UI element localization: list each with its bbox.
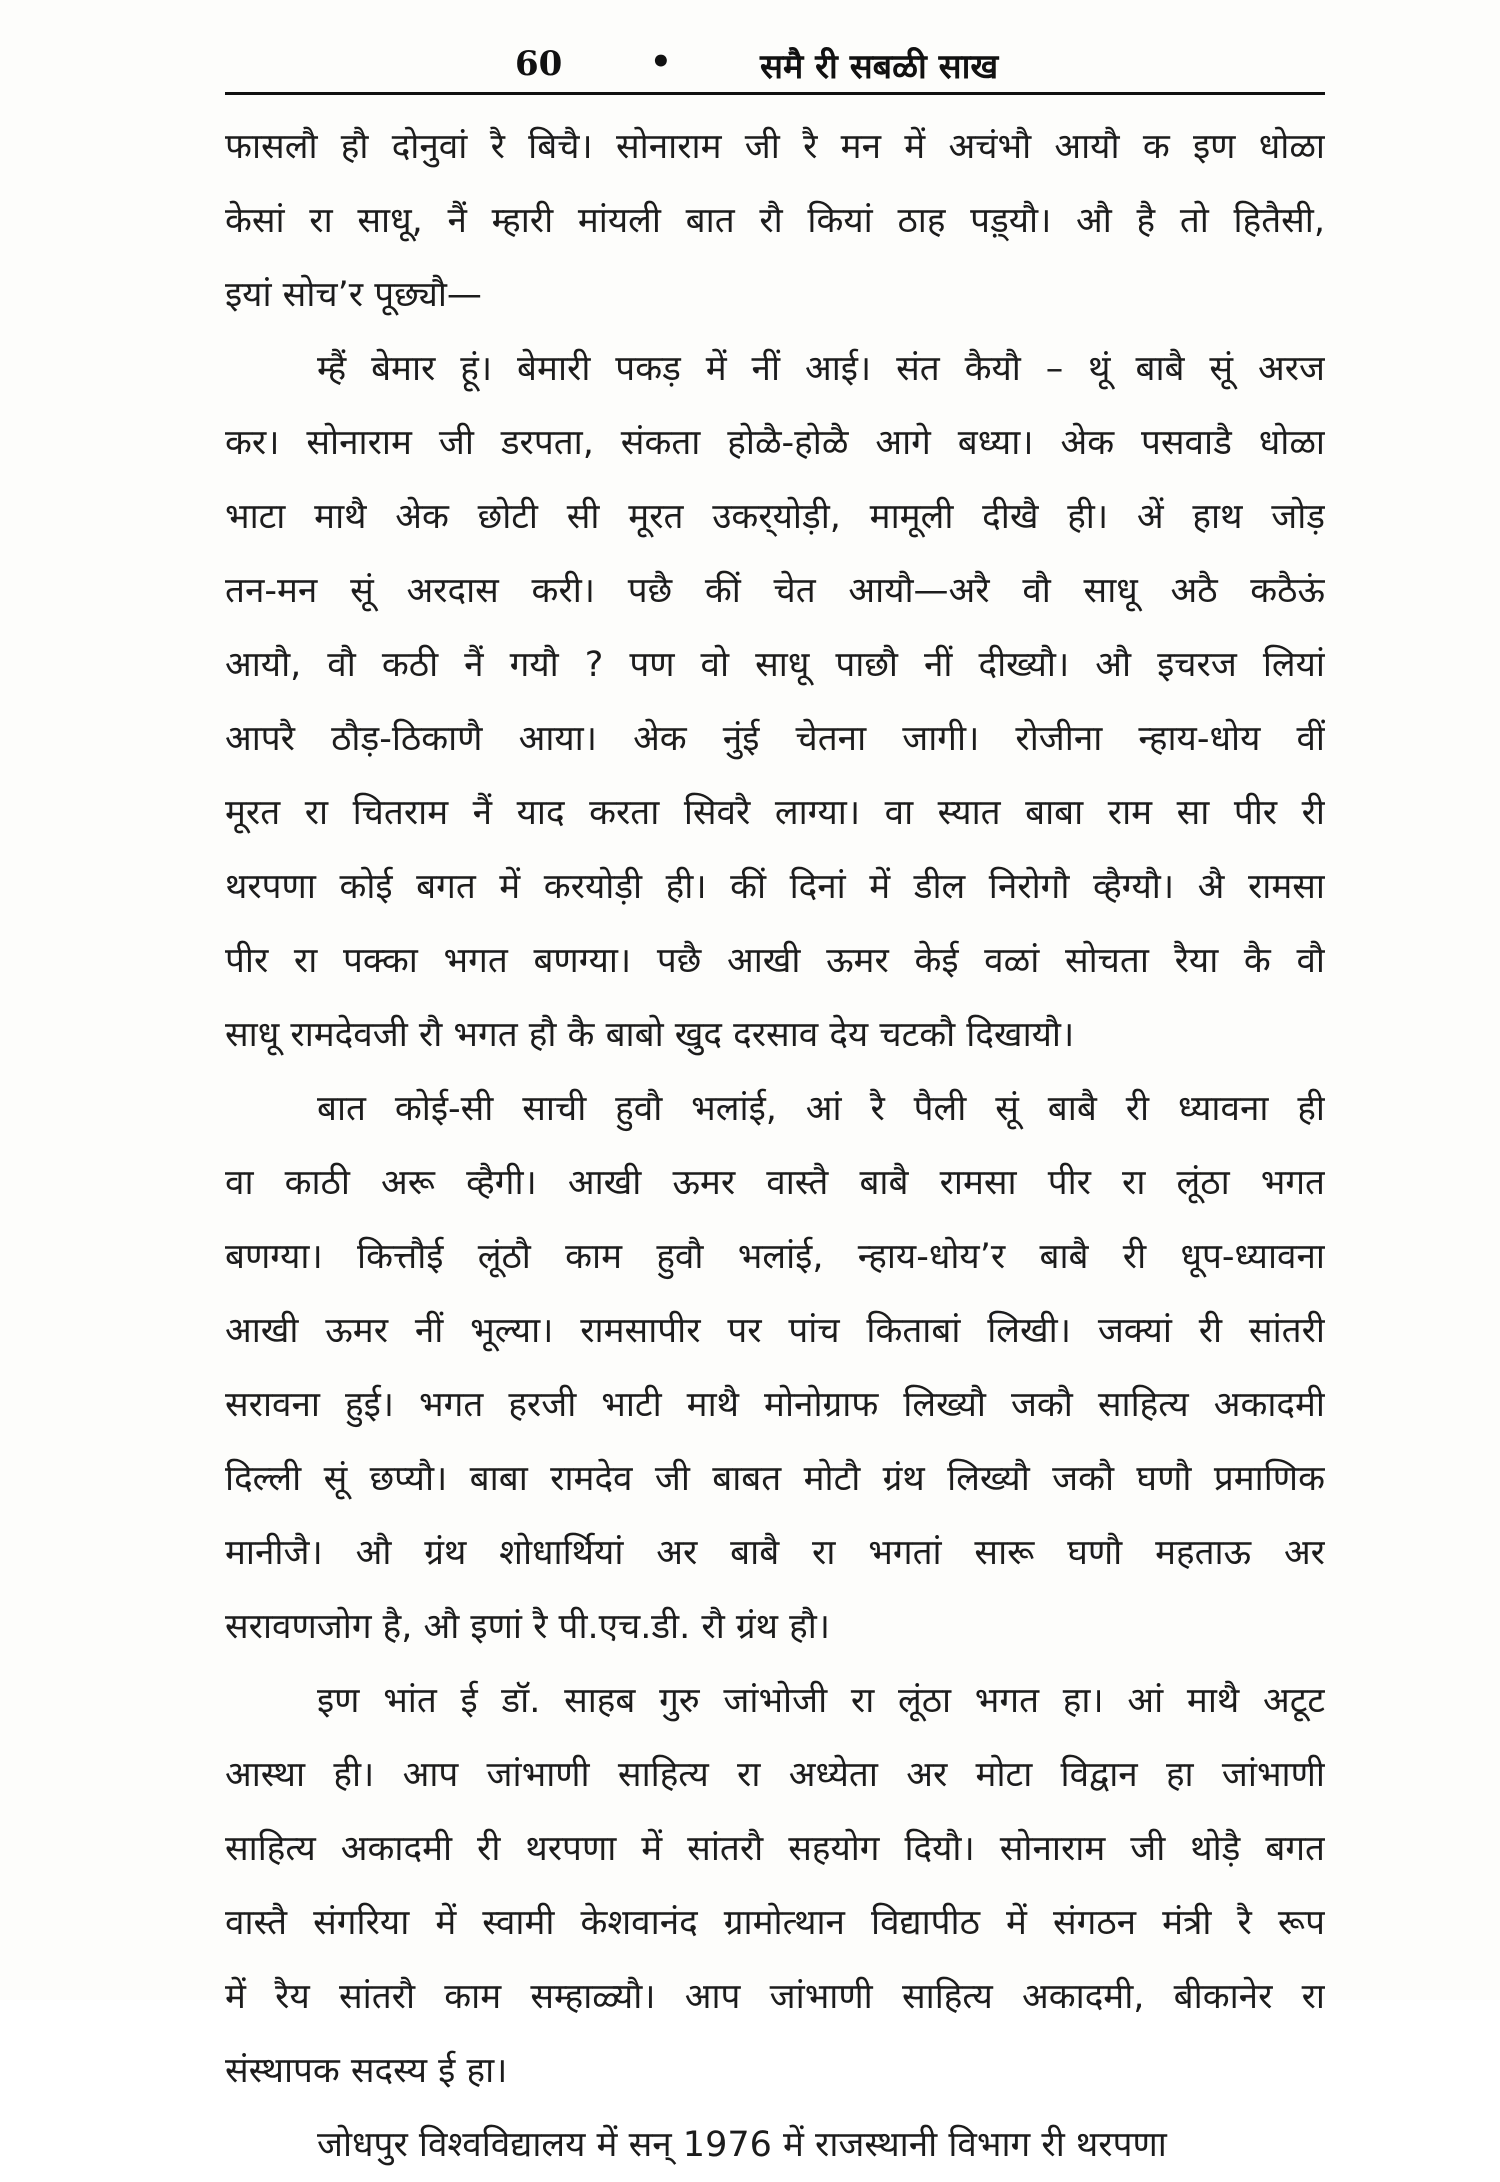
text-line: आयौ, वौ कठी नैं गयौ ? पण वो साधू पाछौ नीं दीख्यौ। औ इचरज लियां [225, 645, 1325, 685]
text-line: म्हैं बेमार हूं। बेमारी पकड़ में नीं आई। संत कैयौ – थूं बाबै सूं अरज [317, 349, 1325, 389]
text-line: वा काठी अरू व्हैगी। आखी ऊमर वास्तै बाबै रामसा पीर रा लूंठा भगत [225, 1163, 1325, 1203]
text-line: थरपणा कोई बगत में करयोड़ी ही। कीं दिनां में डील निरोगौ व्हैग्यौ। अै रामसा [225, 867, 1325, 907]
text-line: इण भांत ई डॉ. साहब गुरु जांभोजी रा लूंठा भगत हा। आं माथै अटूट [317, 1681, 1325, 1721]
page-header [0, 30, 1500, 90]
text-line: में रैय सांतरौ काम सम्हाळ्यौ। आप जांभाणी साहित्य अकादमी, बीकानेर रा [225, 1977, 1325, 2017]
text-line: भाटा माथै अेक छोटी सी मूरत उकर्‌योड़ी, मामूली दीखै ही। अें हाथ जोड़ [225, 497, 1325, 537]
text-line: सरावना हुई। भगत हरजी भाटी माथै मोनोग्राफ लिख्यौ जकौ साहित्य अकादमी [225, 1385, 1325, 1425]
text-line: कर। सोनाराम जी डरपता, संकता होळै-होळै आगे बध्या। अेक पसवाडै धोळा [225, 423, 1325, 463]
text-line: आखी ऊमर नीं भूल्या। रामसापीर पर पांच किताबां लिखी। जक्यां री सांतरी [225, 1311, 1325, 1351]
header-rule [225, 92, 1325, 95]
text-line: संस्थापक सदस्य ई हा। [225, 2051, 508, 2091]
page-number: 60 [515, 44, 563, 84]
text-line: साधू रामदेवजी रौ भगत हौ कै बाबो खुद दरसाव देय चटकौ दिखायौ। [225, 1015, 1075, 1055]
text-line: बणग्या। कित्तौई लूंठौ काम हुवौ भलांई, न्हाय-धोय’र बाबै री धूप-ध्यावना [225, 1237, 1325, 1277]
text-line: जोधपुर विश्वविद्यालय में सन् 1976 में राजस्थानी विभाग री थरपणा [317, 2125, 1167, 2165]
text-line: मूरत रा चितराम नैं याद करता सिवरै लाग्या। वा स्यात बाबा राम सा पीर री [225, 793, 1325, 833]
header-bullet: • [650, 42, 672, 82]
text-line: आपरै ठौड़-ठिकाणै आया। अेक नुंई चेतना जागी। रोजीना न्हाय-धोय वीं [225, 719, 1325, 759]
running-title: समै री सबळी साख [760, 47, 999, 87]
text-line: बात कोई-सी साची हुवौ भलांई, आं रै पैली सूं बाबै री ध्यावना ही [317, 1089, 1325, 1129]
body-text [225, 110, 1325, 2182]
text-line: सरावणजोग है, औ इणां रै पी.एच.डी. रौ ग्रंथ हौ। [225, 1607, 831, 1647]
text-line: साहित्य अकादमी री थरपणा में सांतरौ सहयोग दियौ। सोनाराम जी थोड़ै बगत [225, 1829, 1325, 1869]
text-line: आस्था ही। आप जांभाणी साहित्य रा अध्येता अर मोटा विद्वान हा जांभाणी [225, 1755, 1325, 1795]
text-line: पीर रा पक्का भगत बणग्या। पछै आखी ऊमर केई वळां सोचता रैया कै वौ [225, 941, 1325, 981]
text-line: तन-मन सूं अरदास करी। पछै कीं चेत आयौ—अरै वौ साधू अठै कठैऊं [225, 571, 1325, 611]
text-line: दिल्ली सूं छप्यौ। बाबा रामदेव जी बाबत मोटौ ग्रंथ लिख्यौ जकौ घणौ प्रमाणिक [225, 1459, 1325, 1499]
text-line: केसां रा साधू, नैं म्हारी मांयली बात रौ कियां ठाह पड़्यौ। औ है तो हितैसी, [225, 201, 1325, 241]
text-line: वास्तै संगरिया में स्वामी केशवानंद ग्रामोत्थान विद्यापीठ में संगठन मंत्री रै रूप [225, 1903, 1325, 1943]
text-line: फासलौ हौ दोनुवां रै बिचै। सोनाराम जी रै मन में अचंभौ आयौ क इण धोळा [225, 127, 1325, 167]
text-line: इयां सोच’र पूछ्यौ— [225, 275, 482, 315]
text-line: मानीजै। औ ग्रंथ शोधार्थियां अर बाबै रा भगतां सारू घणौ महताऊ अर [225, 1533, 1325, 1573]
